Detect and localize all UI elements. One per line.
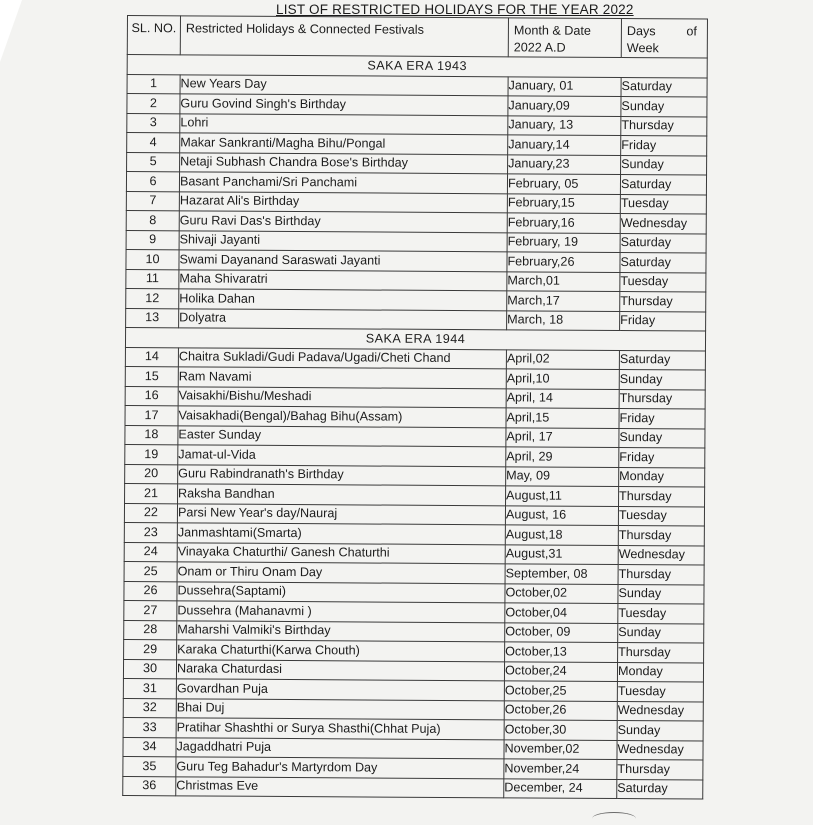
festival-name-cell: New Years Day [180, 74, 508, 96]
holiday-table [122, 15, 708, 800]
festival-name-cell: Dussehra(Saptami) [177, 581, 505, 603]
sl-number-cell: 35 [123, 756, 176, 776]
festival-name-cell: Guru Rabindranath's Birthday [178, 464, 506, 486]
festival-name-cell: Swami Dayanand Saraswati Jayanti [179, 250, 507, 272]
sl-number-cell: 33 [123, 717, 176, 737]
weekday-cell: Tuesday [617, 682, 703, 702]
weekday-cell: Friday [620, 311, 706, 331]
date-cell: February, 05 [507, 174, 620, 194]
date-cell: April, 17 [506, 427, 619, 447]
weekday-cell: Friday [621, 136, 707, 156]
weekday-cell: Thursday [619, 389, 705, 409]
header-sl-no: SL. NO. [127, 16, 180, 55]
festival-name-cell: Ram Navami [178, 367, 506, 389]
weekday-cell: Wednesday [617, 701, 703, 721]
weekday-cell: Tuesday [618, 604, 704, 624]
weekday-cell: Friday [619, 448, 705, 468]
sl-number-cell: 27 [124, 600, 177, 620]
date-cell: October, 09 [505, 622, 618, 642]
date-cell: August, 16 [505, 505, 618, 525]
date-cell: February,16 [507, 213, 620, 233]
weekday-cell: Sunday [621, 97, 707, 117]
date-cell: October,25 [504, 681, 617, 701]
date-cell: October,13 [505, 642, 618, 662]
festival-name-cell: Dussehra (Mahanavmi ) [177, 601, 505, 623]
festival-name-cell: Vaisakhadi(Bengal)/Bahag Bihu(Assam) [178, 406, 506, 428]
date-cell: February,15 [507, 193, 620, 213]
sl-number-cell: 17 [125, 405, 178, 425]
weekday-cell: Tuesday [620, 194, 706, 214]
weekday-cell: Monday [617, 662, 703, 682]
date-cell: April, 29 [506, 447, 619, 467]
date-cell: January, 13 [508, 115, 621, 135]
weekday-cell: Wednesday [620, 214, 706, 234]
date-cell: March, 18 [507, 310, 620, 330]
page-fold-corner [0, 0, 22, 62]
sl-number-cell: 7 [126, 191, 179, 211]
sl-number-cell: 14 [125, 347, 178, 367]
date-cell: December, 24 [504, 778, 617, 798]
date-cell: January,09 [508, 96, 621, 116]
weekday-cell: Thursday [618, 643, 704, 663]
weekday-cell: Sunday [617, 721, 703, 741]
date-cell: April,10 [506, 369, 619, 389]
festival-name-cell: Vaisakhi/Bishu/Meshadi [178, 386, 506, 408]
sl-number-cell: 13 [126, 308, 179, 328]
sl-number-cell: 23 [124, 522, 177, 542]
weekday-cell: Monday [619, 467, 705, 487]
festival-name-cell: Netaji Subhash Chandra Bose's Birthday [180, 152, 508, 174]
sl-number-cell: 21 [125, 483, 178, 503]
stamp-mark [592, 812, 636, 825]
sl-number-cell: 20 [125, 464, 178, 484]
festival-name-cell: Guru Ravi Das's Birthday [179, 211, 507, 233]
sl-number-cell: 25 [124, 561, 177, 581]
weekday-cell: Sunday [619, 428, 705, 448]
weekday-cell: Thursday [618, 526, 704, 546]
date-cell: April,02 [506, 349, 619, 369]
festival-name-cell: Shivaji Jayanti [179, 230, 507, 252]
weekday-cell: Tuesday [618, 506, 704, 526]
festival-name-cell: Makar Sankranti/Magha Bihu/Pongal [180, 133, 508, 155]
sl-number-cell: 28 [124, 620, 177, 640]
festival-name-cell: Guru Govind Singh's Birthday [180, 94, 508, 116]
sl-number-cell: 32 [123, 698, 176, 718]
date-cell: October,26 [504, 700, 617, 720]
sl-number-cell: 30 [123, 659, 176, 679]
sl-number-cell: 26 [124, 581, 177, 601]
table-row [123, 776, 703, 799]
sl-number-cell: 1 [127, 74, 180, 94]
date-cell: May, 09 [506, 466, 619, 486]
holiday-sheet [122, 15, 707, 819]
era-heading: SAKA ERA 1944 [125, 327, 705, 350]
header-day-word3: Week [626, 41, 659, 56]
date-cell: November,24 [504, 759, 617, 779]
festival-name-cell: Easter Sunday [178, 425, 506, 447]
weekday-cell: Saturday [617, 779, 703, 799]
date-cell: August,31 [505, 544, 618, 564]
sl-number-cell: 2 [127, 94, 180, 114]
date-cell: November,02 [504, 739, 617, 759]
sl-number-cell: 10 [126, 249, 179, 269]
sl-number-cell: 8 [126, 210, 179, 230]
date-cell: October,30 [504, 720, 617, 740]
sl-number-cell: 15 [125, 366, 178, 386]
weekday-cell: Thursday [618, 565, 704, 585]
weekday-cell: Thursday [617, 760, 703, 780]
festival-name-cell: Jamat-ul-Vida [178, 445, 506, 467]
sl-number-cell: 34 [123, 737, 176, 757]
sl-number-cell: 6 [126, 172, 179, 192]
festival-name-cell: Basant Panchami/Sri Panchami [179, 172, 507, 194]
weekday-cell: Friday [619, 409, 705, 429]
sl-number-cell: 4 [127, 133, 180, 153]
header-day [621, 19, 707, 59]
festival-name-cell: Bhai Duj [176, 698, 504, 720]
festival-name-cell: Chaitra Sukladi/Gudi Padava/Ugadi/Cheti Chand [178, 347, 506, 369]
sl-number-cell: 5 [127, 152, 180, 172]
weekday-cell: Sunday [618, 584, 704, 604]
sl-number-cell: 36 [123, 776, 176, 796]
date-cell: February,26 [507, 252, 620, 272]
festival-name-cell: Lohri [180, 113, 508, 135]
header-festival: Restricted Holidays & Connected Festivals [180, 16, 508, 57]
header-date-line1: Month & Date [513, 23, 591, 38]
sl-number-cell: 18 [125, 425, 178, 445]
date-cell: February, 19 [507, 232, 620, 252]
holiday-table-body [123, 55, 708, 800]
date-cell: April,15 [506, 408, 619, 428]
festival-name-cell: Maharshi Valmiki's Birthday [177, 620, 505, 642]
date-cell: March,01 [507, 271, 620, 291]
weekday-cell: Sunday [618, 623, 704, 643]
weekday-cell: Saturday [620, 175, 706, 195]
date-cell: August,11 [506, 486, 619, 506]
festival-name-cell: Onam or Thiru Onam Day [177, 562, 505, 584]
sl-number-cell: 22 [124, 503, 177, 523]
date-cell: September, 08 [505, 564, 618, 584]
date-cell: October,02 [505, 583, 618, 603]
era-heading: SAKA ERA 1943 [127, 55, 707, 78]
festival-name-cell: Jagaddhatri Puja [176, 737, 504, 759]
sl-number-cell: 24 [124, 542, 177, 562]
weekday-cell: Saturday [620, 233, 706, 253]
sl-number-cell: 31 [123, 678, 176, 698]
sl-number-cell: 3 [127, 113, 180, 133]
date-cell: August,18 [505, 525, 618, 545]
header-day-word1: Days [626, 24, 656, 39]
header-date [508, 18, 621, 58]
festival-name-cell: Parsi New Year's day/Nauraj [177, 503, 505, 525]
festival-name-cell: Pratihar Shashthi or Surya Shasthi(Chhat Puja) [176, 718, 504, 740]
sl-number-cell: 29 [124, 639, 177, 659]
sl-number-cell: 12 [126, 288, 179, 308]
festival-name-cell: Karaka Chaturthi(Karwa Chouth) [177, 640, 505, 662]
weekday-cell: Thursday [619, 487, 705, 507]
weekday-cell: Saturday [619, 350, 705, 370]
weekday-cell: Saturday [620, 253, 706, 273]
date-cell: January, 01 [508, 76, 621, 96]
weekday-cell: Saturday [621, 77, 707, 97]
document-title: LIST OF RESTRICTED HOLIDAYS FOR THE YEAR 2022 [276, 2, 634, 17]
date-cell: April, 14 [506, 388, 619, 408]
date-cell: March,17 [507, 291, 620, 311]
festival-name-cell: Dolyatra [179, 308, 507, 330]
date-cell: January,23 [508, 154, 621, 174]
header-day-word2: of [686, 24, 697, 39]
weekday-cell: Tuesday [620, 272, 706, 292]
weekday-cell: Wednesday [617, 740, 703, 760]
festival-name-cell: Vinayaka Chaturthi/ Ganesh Chaturthi [177, 542, 505, 564]
weekday-cell: Sunday [621, 155, 707, 175]
sl-number-cell: 9 [126, 230, 179, 250]
sl-number-cell: 11 [126, 269, 179, 289]
festival-name-cell: Guru Teg Bahadur's Martyrdom Day [176, 757, 504, 779]
date-cell: January,14 [508, 135, 621, 155]
festival-name-cell: Govardhan Puja [176, 679, 504, 701]
festival-name-cell: Naraka Chaturdasi [176, 659, 504, 681]
sl-number-cell: 19 [125, 444, 178, 464]
festival-name-cell: Holika Dahan [179, 289, 507, 311]
festival-name-cell: Janmashtami(Smarta) [177, 523, 505, 545]
festival-name-cell: Raksha Bandhan [178, 484, 506, 506]
weekday-cell: Sunday [619, 370, 705, 390]
weekday-cell: Wednesday [618, 545, 704, 565]
festival-name-cell: Maha Shivaratri [179, 269, 507, 291]
date-cell: October,04 [505, 603, 618, 623]
date-cell: October,24 [504, 661, 617, 681]
header-row [127, 16, 707, 59]
festival-name-cell: Hazarat Ali's Birthday [179, 191, 507, 213]
weekday-cell: Thursday [620, 292, 706, 312]
header-date-line2: 2022 A.D [513, 40, 566, 55]
weekday-cell: Thursday [621, 116, 707, 136]
sl-number-cell: 16 [125, 386, 178, 406]
festival-name-cell: Christmas Eve [176, 776, 504, 798]
